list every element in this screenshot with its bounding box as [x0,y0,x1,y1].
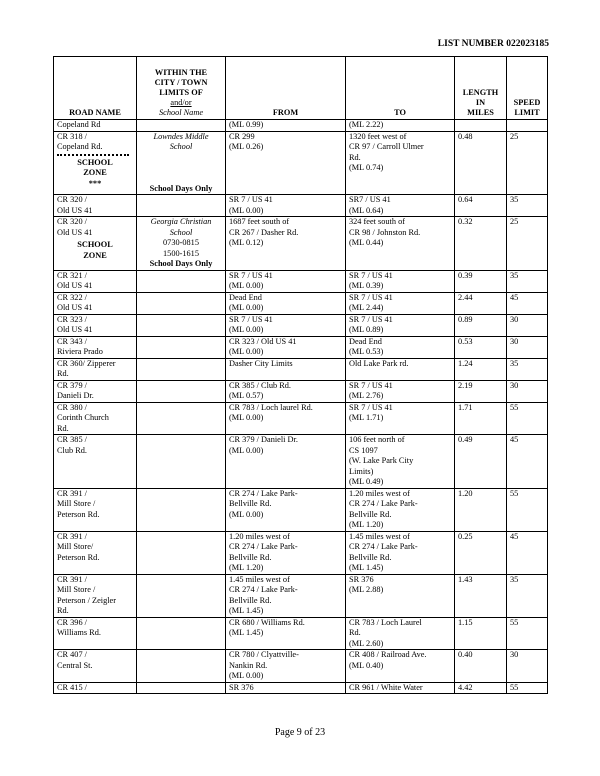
to-cell [346,617,455,650]
table-row [54,574,548,617]
cell-line: Bellville Rd. [349,509,392,519]
road-name-cell [54,402,137,435]
to-cell [346,120,455,132]
cell-line: (ML 0.64) [349,205,384,215]
within-cell [137,292,226,314]
table-row [54,380,548,402]
header-road-name: ROAD NAME [54,57,137,120]
to-cell [346,435,455,489]
cell-line: (ML 0.00) [229,413,264,422]
length-cell: 2.44 [455,292,507,314]
table-row [54,402,548,435]
school-zone-label [57,158,133,190]
cell-line: Rd. [57,423,69,433]
speed-limit-cell: 55 [507,682,548,694]
to-cell [346,292,455,314]
cell-line: CR 322 / [57,292,87,302]
within-cell [137,682,226,694]
cell-line: Old US 41 [57,205,93,215]
speed-limit-cell: 35 [507,358,548,380]
to-cell [346,682,455,694]
from-cell [226,217,346,271]
from-cell [226,120,346,132]
speed-limit-cell: 45 [507,292,548,314]
length-cell: 0.49 [455,435,507,489]
speed-limit-cell: 25 [507,131,548,195]
cell-line: (ML 0.00) [229,671,264,680]
from-cell [226,531,346,574]
road-name-cell [54,650,137,683]
road-name-cell [54,617,137,650]
table-row [54,531,548,574]
cell-line: Old Lake Park rd. [349,358,409,368]
to-cell [346,217,455,271]
length-cell: 2.19 [455,380,507,402]
cell-line: 1687 feet south of [229,217,290,226]
cell-line: SR 7 / US 41 [349,402,393,412]
road-name-cell [54,336,137,358]
within-cell [137,402,226,435]
cell-line: CR 783 / Loch laurel Rd. [229,402,313,412]
cell-line: SR 7 / US 41 [349,270,393,280]
cell-line: CR 321 / [57,270,87,280]
school-name [140,132,222,153]
cell-line: (ML 2.22) [349,120,384,129]
cell-line: CR 299 [229,131,255,141]
cell-line: Peterson Rd. [57,552,100,562]
cell-line: CR 323 / [57,314,87,324]
speed-zone-table [53,56,548,694]
table-row [54,617,548,650]
road-name-cell [54,488,137,531]
cell-line: CR 396 / [57,617,87,627]
cell-line: (ML 0.00) [229,347,264,356]
to-cell [346,336,455,358]
cell-line: Rd. [57,606,69,615]
school-days-note: School Days Only [149,183,213,193]
table-body [54,120,548,694]
from-cell [226,574,346,617]
table-row [54,217,548,271]
cell-line: CR 391 / [57,531,87,541]
to-cell [346,531,455,574]
speed-limit-cell [507,120,548,132]
cell-line: CR 780 / Clyattville- [229,650,299,659]
cell-line: *** [88,178,102,188]
cell-line: (ML 0.00) [229,303,264,312]
speed-limit-cell: 25 [507,217,548,271]
cell-line: (ML 0.00) [229,445,264,455]
cell-line: (ML 1.45) [349,563,384,572]
cell-line: Old US 41 [57,227,93,237]
cell-line: (ML 1.20) [229,563,264,572]
road-name-cell [54,531,137,574]
road-name-cell [54,120,137,132]
cell-line: CR 391 / [57,574,87,584]
from-cell [226,650,346,683]
cell-line: SCHOOL [77,157,113,167]
cell-line: (ML 2.44) [349,303,384,312]
to-cell [346,131,455,195]
length-cell: 1.20 [455,488,507,531]
cell-line: (ML 0.00) [229,325,264,334]
length-cell: 0.25 [455,531,507,574]
cell-line: (ML 0.26) [229,142,264,151]
cell-line: CR 320 / [57,217,87,226]
to-cell [346,270,455,292]
length-cell: 0.39 [455,270,507,292]
cell-line: CR 680 / Williams Rd. [229,617,305,627]
within-cell [137,120,226,132]
cell-line: SR 7 / US 41 [229,195,273,204]
cell-line: CR 379 / Danieli Dr. [229,435,298,444]
within-cell [137,380,226,402]
cell-line: CR 274 / Lake Park- [349,542,418,551]
road-name-cell [54,292,137,314]
cell-line: Copeland Rd. [57,142,103,151]
road-name-cell [54,314,137,336]
within-cell [137,314,226,336]
within-cell [137,217,226,271]
length-cell: 0.64 [455,195,507,217]
cell-line: SR 7 / US 41 [229,314,273,324]
header-length: LENGTH IN MILES [455,57,507,120]
within-cell [137,131,226,195]
to-cell [346,402,455,435]
header-speed: SPEED LIMIT [507,57,548,120]
cell-line: Williams Rd. [57,628,101,637]
to-cell [346,358,455,380]
length-cell [455,120,507,132]
cell-line: Club Rd. [57,445,87,455]
speed-limit-cell: 55 [507,402,548,435]
from-cell [226,314,346,336]
length-cell: 0.48 [455,131,507,195]
cell-line: Peterson Rd. [57,509,100,519]
table-row [54,650,548,683]
length-cell: 0.89 [455,314,507,336]
table-row [54,270,548,292]
cell-line: Nankin Rd. [229,660,268,670]
cell-line: Mill Store / [57,499,96,508]
within-cell [137,488,226,531]
cell-line: (ML 0.39) [349,281,384,290]
road-name-cell [54,574,137,617]
to-cell [346,314,455,336]
within-cell [137,531,226,574]
cell-line: Bellville Rd. [229,499,272,508]
from-cell [226,435,346,489]
to-cell [346,488,455,531]
speed-limit-cell: 30 [507,314,548,336]
table-row [54,195,548,217]
to-cell [346,574,455,617]
within-cell [137,650,226,683]
table-row [54,120,548,132]
cell-line: Bellville Rd. [229,595,272,605]
cell-line: 1.45 miles west of [229,574,290,584]
cell-line: CR 385 / Club Rd. [229,380,292,390]
table-row [54,336,548,358]
length-cell: 0.53 [455,336,507,358]
from-cell [226,131,346,195]
road-name-cell [54,217,137,271]
table-row [54,488,548,531]
cell-line: Corinth Church [57,413,109,422]
length-cell: 0.40 [455,650,507,683]
cell-line: ZONE [83,168,107,177]
table-row [54,682,548,694]
speed-limit-cell: 45 [507,435,548,489]
cell-line: CR 407 / [57,650,87,659]
to-cell [346,195,455,217]
school-zone-label [57,240,133,261]
cell-line: 1320 feet west of [349,131,407,141]
cell-line: Rd. [57,369,69,378]
speed-limit-cell: 35 [507,574,548,617]
cell-line: CS 1097 [349,445,378,455]
length-cell: 1.15 [455,617,507,650]
from-cell [226,488,346,531]
within-cell [137,195,226,217]
table-row [54,435,548,489]
cell-line: (ML 2.88) [349,585,384,594]
school-name [140,217,222,238]
cell-line: SR 7 / US 41 [349,314,393,324]
to-cell [346,650,455,683]
cell-line: (ML 1.45) [229,606,264,615]
header-from: FROM [226,57,346,120]
cell-line: Rd. [349,152,361,162]
cell-line: (ML 0.89) [349,325,384,334]
cell-line: (ML 0.00) [229,509,264,519]
speed-limit-cell: 30 [507,336,548,358]
cell-line: Limits) [349,466,374,476]
cell-line: Danieli Dr. [57,391,94,400]
cell-line: SR 7 / US 41 [229,270,273,280]
cell-line: (ML 0.53) [349,347,384,356]
road-name-cell [54,195,137,217]
from-cell [226,292,346,314]
cell-line: Lowndes Middle [153,131,209,141]
cell-line: 1.45 miles west of [349,531,410,541]
cell-line: 106 feet north of [349,435,405,444]
cell-line: Old US 41 [57,325,93,334]
cell-line: (ML 0.40) [349,660,384,670]
speed-limit-cell: 30 [507,650,548,683]
cell-line: 1.20 miles west of [349,488,410,498]
cell-line: (W. Lake Park City [349,456,414,465]
cell-line: CR 408 / Railroad Ave. [349,650,427,659]
road-name-cell [54,380,137,402]
cell-line: (ML 2.60) [349,638,384,648]
speed-limit-cell: 55 [507,488,548,531]
from-cell [226,358,346,380]
cell-line: (ML 1.20) [349,520,384,529]
table-row [54,314,548,336]
from-cell [226,195,346,217]
within-cell [137,617,226,650]
cell-line: CR 267 / Dasher Rd. [229,227,299,237]
within-cell [137,358,226,380]
cell-line: SR 7 / US 41 [349,380,393,390]
cell-line: CR 360/ Zipperer [57,358,116,368]
cell-line: (ML 0.44) [349,238,384,247]
cell-line: CR 318 / [57,131,87,141]
cell-line: Dead End [349,336,382,346]
header-to: TO [346,57,455,120]
from-cell [226,682,346,694]
from-cell [226,402,346,435]
within-cell [137,336,226,358]
list-number: LIST NUMBER 022023185 [437,39,549,49]
cell-line: (ML 0.57) [229,391,264,400]
cell-line: Dead End [229,292,262,302]
length-cell: 1.43 [455,574,507,617]
cell-line: Georgia Christian [150,217,212,226]
from-cell [226,380,346,402]
speed-limit-cell: 45 [507,531,548,574]
table-row [54,358,548,380]
cell-line: CR 323 / Old US 41 [229,336,297,346]
cell-line: CR 320 / [57,195,87,204]
speed-limit-cell: 35 [507,270,548,292]
cell-line: Dasher City Limits [229,358,293,368]
length-cell: 4.42 [455,682,507,694]
cell-line: CR 274 / Lake Park- [229,585,298,594]
cell-line: (ML 0.00) [229,281,264,290]
cell-line: Central St. [57,660,93,670]
school-zone-divider [57,154,129,156]
cell-line: (ML 0.00) [229,205,264,215]
cell-line: CR 274 / Lake Park- [229,542,298,551]
cell-line: 324 feet south of [349,217,405,226]
length-cell: 1.71 [455,402,507,435]
table-row [54,131,548,195]
cell-line: SR 376 [229,682,254,692]
cell-line: Old US 41 [57,303,93,312]
cell-line: CR 415 / [57,682,87,692]
cell-line: CR 98 / Johnston Rd. [349,227,421,237]
header-within: WITHIN THE CITY / TOWN LIMITS OF and/or School Name [137,57,226,120]
cell-line: CR 343 / [57,336,87,346]
cell-line: Mill Store/ [57,542,94,551]
cell-line: CR 385 / [57,435,87,444]
cell-line: School [169,227,193,237]
cell-line: SCHOOL [77,240,113,249]
cell-line: SR 376 [349,574,374,584]
speed-limit-cell: 35 [507,195,548,217]
within-cell [137,435,226,489]
cell-line: (ML 0.99) [229,120,264,129]
road-name-cell [54,682,137,694]
cell-line: SR7 / US 41 [349,195,391,204]
cell-line: CR 380 / [57,402,87,412]
school-times [140,238,222,259]
cell-line: CR 783 / Loch Laurel [349,617,422,627]
cell-line: (ML 0.49) [349,477,384,486]
cell-line: Riviera Prado [57,347,103,356]
cell-line: (ML 0.74) [349,163,384,172]
table-row [54,292,548,314]
cell-line: SR 7 / US 41 [349,292,393,302]
cell-line: 1.20 miles west of [229,531,290,541]
road-name-cell [54,131,137,195]
cell-line: CR 97 / Carroll Ulmer [349,142,424,151]
length-cell: 1.24 [455,358,507,380]
cell-line: Bellville Rd. [349,552,392,562]
page-number: Page 9 of 23 [274,727,326,738]
cell-line: Copeland Rd [57,120,101,129]
cell-line: 0730-0815 [163,238,199,247]
cell-line: School [169,142,193,151]
to-cell [346,380,455,402]
cell-line: CR 274 / Lake Park- [229,488,298,498]
cell-line: CR 379 / [57,380,87,390]
road-name-cell [54,358,137,380]
cell-line: CR 961 / White Water [349,682,423,692]
speed-limit-cell: 30 [507,380,548,402]
school-days-note: School Days Only [149,259,213,268]
cell-line: Peterson / Zeigler [57,595,116,605]
cell-line: Mill Store / [57,585,96,594]
from-cell [226,270,346,292]
speed-limit-cell: 55 [507,617,548,650]
within-cell [137,270,226,292]
from-cell [226,336,346,358]
length-cell: 0.32 [455,217,507,271]
from-cell [226,617,346,650]
within-cell [137,574,226,617]
cell-line: (ML 1.71) [349,413,384,422]
cell-line: Old US 41 [57,281,93,290]
cell-line: Rd. [349,628,361,637]
cell-line: ZONE [83,250,107,260]
cell-line: 1500-1615 [163,248,199,258]
cell-line: (ML 2.76) [349,391,384,400]
cell-line: (ML 1.45) [229,628,264,637]
road-name-cell [54,435,137,489]
cell-line: (ML 0.12) [229,238,264,247]
cell-line: Bellville Rd. [229,552,272,562]
cell-line: CR 274 / Lake Park- [349,499,418,508]
road-name-cell [54,270,137,292]
cell-line: CR 391 / [57,488,87,498]
